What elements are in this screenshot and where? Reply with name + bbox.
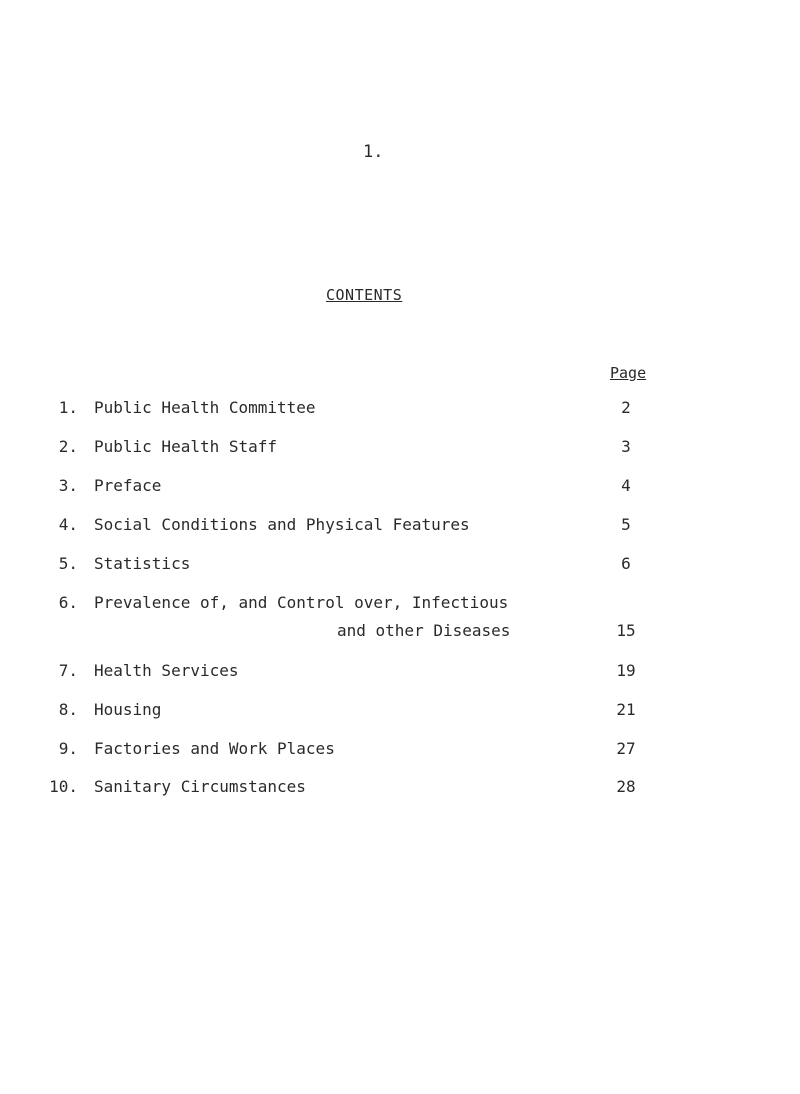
entry-title: Factories and Work Places xyxy=(94,739,335,758)
entry-title: Preface xyxy=(94,476,162,495)
toc-entry xyxy=(0,398,800,422)
entry-title: Social Conditions and Physical Features xyxy=(94,515,470,534)
toc-entry-continuation xyxy=(0,621,800,645)
entry-number: 9. xyxy=(58,739,78,758)
entry-number: 6. xyxy=(58,593,78,612)
entry-number: 4. xyxy=(58,515,78,534)
toc-entry xyxy=(0,777,800,801)
entry-number: 10. xyxy=(49,777,78,796)
entry-number: 2. xyxy=(58,437,78,456)
entry-title: Statistics xyxy=(94,554,191,573)
toc-entry xyxy=(0,739,800,763)
entry-page: 27 xyxy=(616,739,636,758)
toc-entry xyxy=(0,700,800,724)
entry-page: 5 xyxy=(621,515,631,534)
toc-entry xyxy=(0,476,800,500)
entry-page: 15 xyxy=(616,621,636,640)
entry-number: 7. xyxy=(58,661,78,680)
toc-entry xyxy=(0,515,800,539)
entry-number: 8. xyxy=(58,700,78,719)
entry-page: 4 xyxy=(621,476,631,495)
page-number: 1. xyxy=(363,142,384,162)
toc-entry xyxy=(0,554,800,578)
contents-heading: CONTENTS xyxy=(326,286,403,304)
entry-title: Housing xyxy=(94,700,162,719)
entry-page: 6 xyxy=(621,554,631,573)
entry-title: Prevalence of, and Control over, Infectious xyxy=(94,593,509,612)
page-column-label: Page xyxy=(610,364,647,382)
toc-entry xyxy=(0,437,800,461)
entry-title-continuation: and other Diseases xyxy=(337,621,511,640)
entry-title: Public Health Staff xyxy=(94,437,278,456)
entry-title: Public Health Committee xyxy=(94,398,316,417)
toc-entry xyxy=(0,593,800,617)
entry-title: Health Services xyxy=(94,661,239,680)
entry-number: 3. xyxy=(58,476,78,495)
entry-number: 5. xyxy=(58,554,78,573)
entry-number: 1. xyxy=(58,398,78,417)
toc-entry xyxy=(0,661,800,685)
entry-page: 28 xyxy=(616,777,636,796)
entry-page: 3 xyxy=(621,437,631,456)
entry-title: Sanitary Circumstances xyxy=(94,777,306,796)
entry-page: 2 xyxy=(621,398,631,417)
entry-page: 19 xyxy=(616,661,636,680)
entry-page: 21 xyxy=(616,700,636,719)
